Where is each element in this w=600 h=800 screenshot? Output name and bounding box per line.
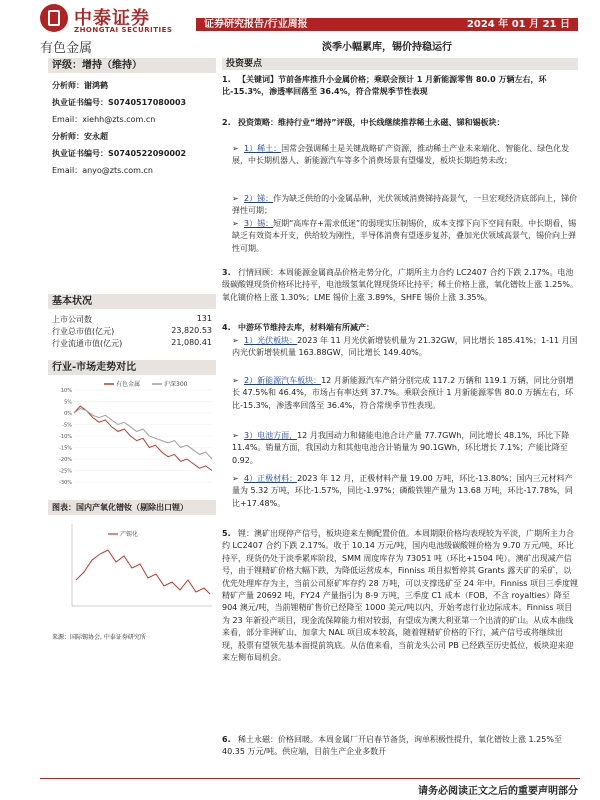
footer-disclaimer: 请务必阅读正文之后的重要声明部分 (418, 786, 578, 797)
basic-info-bar: 基本状况 (48, 294, 216, 309)
basic-row-value: 23,820.53 (171, 326, 212, 335)
trend-series-line (74, 408, 212, 459)
trend-y-tick: -10% (59, 434, 72, 440)
price-chart-source: 来源：国际锡协会, 中泰证券研究所 (52, 634, 146, 641)
point-5: 5. 锂：澳矿出现停产信号，板块迎来左侧配置价值。本周期限价格均表现较为平淡，广期所主力合约 LC2407 合约下跌 2.17%。收于 10.14 万元/吨，国内电池级碳酸锂价格为 9.70 万元/吨，环比持平，现货仍处于淡季累库阶段，SMM 周度库存为 73051 吨（环比+1504 吨）。澳矿出现减产信号，由于锂精矿价格大幅下跌，为降低运营成本，Finniss 项目拟暂停其 Grants 露天矿的采矿，以优先处理库存为主，当前公司原矿库存约 28 万吨，可以支撑选矿至 24 年中。Finniss 项目三季度锂精矿产量 20692 吨，FY24 产量指引为 8-9 万吨，三季度 C1 成本（FOB，不含 royalties）降至 904 澳元/吨，当前锂精矿售价已经降至 1000 美元/吨以内，开始考虑行业边际成本。Finniss 项目为 23 年新投产项目，现金流保障能力相对较弱，有望成为澳大利亚第一个出清的矿山。从成本曲线来看，部分非洲矿山、加拿大 NAL 项目成本较高，随着锂精矿价格的下行，减产信号或将继续出现，股票有望领先基本面提前筑底。从估值来看，当前龙头公司 PB 已经跌至历史低位，板块迎来迎来左侧布局机会。 (222, 529, 579, 663)
point-2-sub-3: ➢ 3）锡：短期“高库存+需求低迷”的弱现实压制锡价，成本支撑下向下空间有限。中长期看，锡缺乏有效资本开支，供给较为刚性，半导体消费有望逐步复苏，叠加光伏领域高景气，锡价向上弹性可期。 (232, 219, 577, 253)
point-2-sub-2: ➢ 2）锑：作为缺乏供给的小金属品种，光伏领域消费锑持高景气，一旦宏观经济底部向上，锑价弹性可期； (232, 194, 578, 216)
footer-divider (40, 778, 580, 779)
price-chart (48, 520, 216, 620)
basic-row-label: 行业总市值(亿元) (52, 327, 115, 336)
trend-legend (104, 380, 188, 388)
basic-row-value: 21,080.41 (171, 338, 212, 347)
trend-y-ticks (59, 388, 212, 486)
trend-y-tick: 0% (64, 411, 72, 417)
brand-name: 中泰证券 (74, 8, 150, 29)
point-4-sub-2: ➢ 2）新能源汽车板块：12 月新能源汽车产销分别完成 117.2 万辆和 119.1 万辆，同比分别增长 47.5%和 46.4%，市场占有率达到 37.7%。乘联会预计 1 月新能源零售 80.0 万辆左右，环比-15.3%，渗透率回落至 36.4%，符合常规季节性表现。 (232, 376, 574, 410)
point-3: 3. 行情回顾：本周能源金属商品价格走势分化，广期所主力合约 LC2407 合约下跌 2.17%。电池级碳酸锂现货价格环比持平，电池级氢氧化锂现货环比持平；稀土价格上涨，氧化镨钕上涨 1.25%。氧化镝价格上涨 1.30%；LME 锡价上涨 3.89%，SHFE 锡价上涨 3.35%。 (222, 268, 578, 302)
price-chart-bar: 图表：国内产氧化镨钕（剔除出口锂） (48, 500, 216, 515)
analyst-name: 分析师：谢鸿鹤 (52, 81, 108, 90)
analyst-cert: 执业证书编号：S0740517080003 (52, 98, 187, 107)
trend-lines (74, 406, 212, 470)
trend-y-tick: -5% (62, 422, 72, 429)
trend-chart (48, 378, 216, 486)
trend-y-tick: -25% (59, 468, 72, 475)
point-1: 1. 【关键词】节前备库推升小金属价格；乘联会预计 1 月新能源零售 80.0 万辆左右，环比-15.3%，渗透率回落至 36.4%，符合常规季节性表现 (222, 75, 547, 97)
sector-label: 有色金属 (40, 41, 93, 56)
price-legend-label: 产锡化 (120, 531, 139, 538)
trend-bar: 行业-市场走势对比 (48, 360, 216, 375)
point-4-sub-3: ➢ 3）电池方面，12 月我国动力和储能电池合计产量 77.7GWh，同比增长 48.1%，环比下降 11.4%。销量方面，我国动力和其他电池合计销量为 90.1GWh，环比增长 7.1%；产能比降至 0.92。 (232, 431, 570, 465)
legend-label-a: 有色金属 (116, 381, 141, 388)
trend-y-tick: -20% (59, 457, 72, 463)
analyst-email[interactable]: Email：xiehh@zts.com.cn (52, 115, 156, 124)
point-4: 4. 中游环节维持去库，材料端有所减产： (222, 323, 374, 332)
point-4-sub-4: ➢ 4）正极材料：2023 年 12 月，正极材料产量 19.00 万吨，环比-13.80%；国内三元材料产量为 5.32 万吨，环比-1.57%，同比-1.97%；磷酸铁锂产量为 13.68 万吨，环比-17.78%，同比+17.48%。 (232, 474, 573, 508)
point-6: 6. 稀土永磁：价格回暖。本周金属厂开启春节备货，询单积极性提升，氧化镨钕上涨 1.25%至 40.35 万元/吨。供应端，目前生产企业多数开 (222, 735, 562, 757)
legend-label-b: 沪深300 (164, 381, 188, 388)
price-line (76, 550, 210, 594)
rating-bar: 评级：增持（维持） (48, 58, 216, 73)
basic-row-label: 行业流通市值(亿元) (52, 339, 123, 348)
analyst-cert: 执业证书编号：S0740522090002 (52, 149, 187, 158)
point-2: 2. 投资策略：维持行业“增持”评级，中长线继续推荐稀土永磁、锑和锡板块： (222, 118, 505, 127)
point-2-sub-1: ➢ 1）稀土：国常会强调稀土是关键战略矿产资源，推动稀土产业未来端化、智能化、绿色化发展，中长期机器人、新能源汽车等多个消费场景有望爆发，板块长期趋势未改； (232, 144, 570, 166)
report-title: 淡季小幅累库，锡价持稳运行 (322, 42, 452, 53)
trend-y-tick: 5% (64, 399, 72, 406)
logo-icon (40, 4, 68, 32)
analyst-name: 分析师：安永超 (52, 132, 108, 141)
report-date: 2024 年 01 月 21 日 (466, 19, 570, 30)
basic-row-value: 131 (196, 314, 212, 323)
trend-y-tick: 10% (60, 388, 72, 394)
header-bar (196, 18, 578, 31)
trend-y-tick: -15% (59, 445, 72, 452)
report-type: 证券研究报告/行业周报 (204, 19, 308, 30)
brand-name-en: ZHONGTAI SECURITIES (74, 26, 173, 34)
section-title: 投资要点 (222, 58, 578, 70)
basic-row-label: 上市公司数 (52, 315, 92, 324)
analyst-email[interactable]: Email：anyo@zts.com.cn (52, 166, 153, 175)
point-4-sub-1: ➢ 1）光伏板块：2023 年 11 月光伏新增装机量为 21.32GW，同比增长 185.41%；1-11 月国内光伏新增装机量 163.88GW，同比增长 149.40%。 (232, 336, 578, 358)
trend-y-tick: -30% (59, 480, 72, 486)
